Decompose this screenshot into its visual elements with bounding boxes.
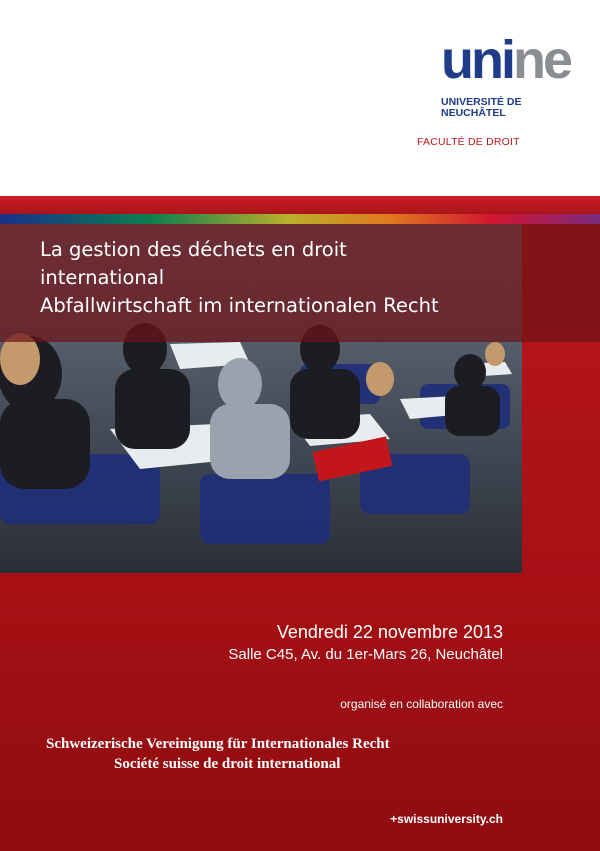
partner-societies bbox=[46, 734, 390, 774]
logo-part-uni: uni bbox=[441, 30, 513, 90]
title-line-3: Abfallwirtschaft im internationalen Recht bbox=[40, 294, 439, 317]
society-fr: Société suisse de droit international bbox=[114, 756, 341, 772]
society-de: Schweizerische Vereinigung für Internationales Recht bbox=[46, 736, 390, 752]
faculty-name: FACULTÉ DE DROIT bbox=[417, 136, 520, 148]
title-line-1: La gestion des déchets en droit bbox=[40, 238, 347, 261]
event-venue: Salle C45, Av. du 1er-Mars 26, Neuchâtel bbox=[228, 646, 503, 663]
logo-part-ne: ne bbox=[512, 30, 571, 90]
swissuniversity-logo[interactable]: +swissuniversity.ch bbox=[390, 812, 503, 826]
event-title bbox=[40, 236, 439, 320]
collaboration-note: organisé en collaboration avec bbox=[340, 697, 503, 711]
unine-logo bbox=[441, 30, 571, 90]
top-red-stripe bbox=[0, 196, 600, 214]
color-band bbox=[0, 214, 600, 224]
university-name bbox=[441, 97, 561, 119]
title-line-2: international bbox=[40, 266, 165, 289]
event-date: Vendredi 22 novembre 2013 bbox=[276, 622, 503, 642]
university-line-2: NEUCHÂTEL bbox=[441, 107, 506, 119]
university-line-1: UNIVERSITÉ DE bbox=[441, 96, 522, 108]
